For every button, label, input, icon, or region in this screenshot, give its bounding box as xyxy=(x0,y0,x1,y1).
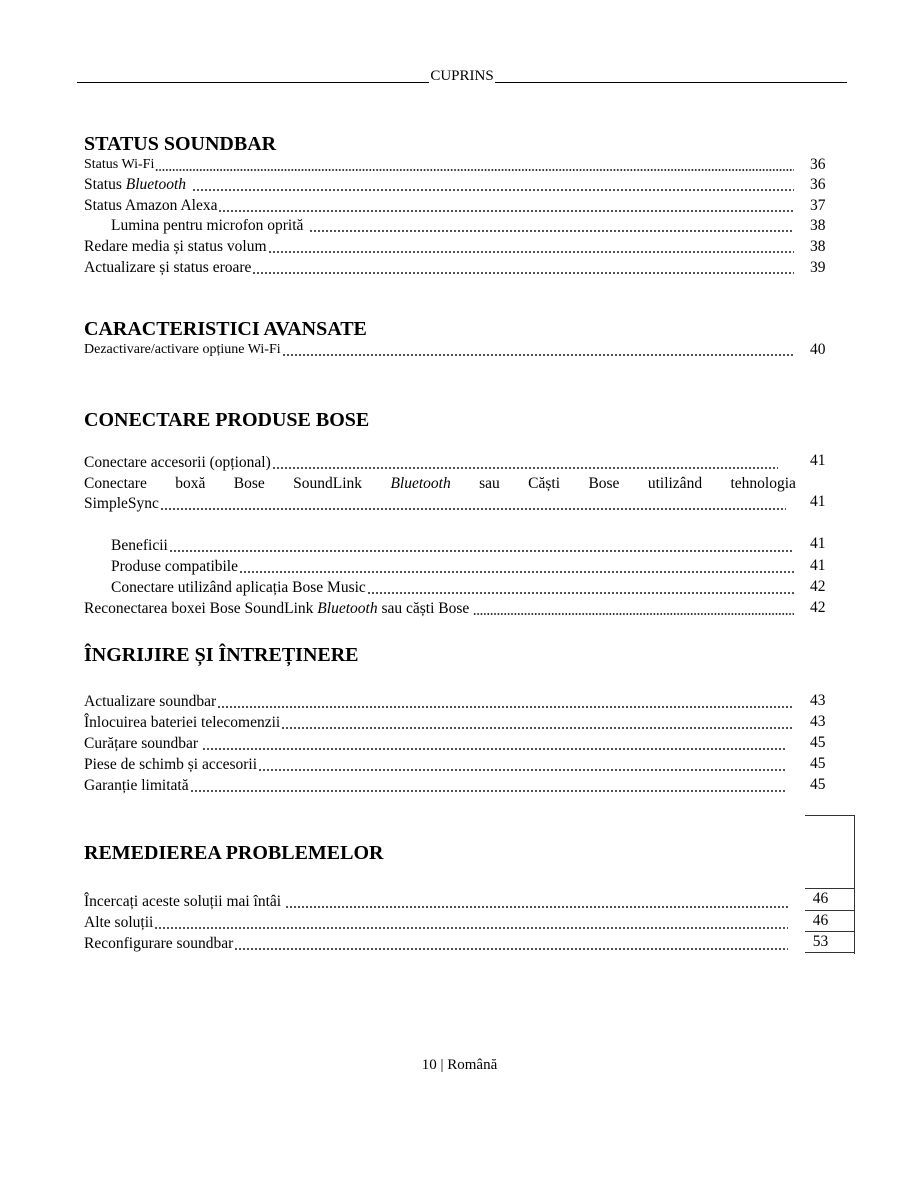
dot-leader xyxy=(169,550,794,552)
word: Bose xyxy=(233,475,265,492)
toc-entry[interactable] xyxy=(84,892,790,912)
section-title-status-soundbar: STATUS SOUNDBAR xyxy=(84,133,277,155)
section-title-conectare-produse-bose: CONECTARE PRODUSE BOSE xyxy=(84,409,370,431)
toc-page-number[interactable]: 43 xyxy=(810,713,826,730)
toc-entry[interactable] xyxy=(84,713,796,733)
toc-entry[interactable] xyxy=(111,216,796,236)
toc-entry[interactable] xyxy=(84,599,796,619)
dot-leader xyxy=(160,508,786,510)
toc-page-number[interactable]: 42 xyxy=(810,578,826,595)
toc-entry[interactable] xyxy=(84,913,790,933)
word: SoundLink xyxy=(293,475,363,492)
toc-page-number[interactable]: 37 xyxy=(810,197,826,214)
toc-page-number[interactable]: 36 xyxy=(810,156,826,173)
footer-page-number: 10 xyxy=(421,1057,437,1073)
toc-entry[interactable] xyxy=(111,578,796,598)
toc-entry[interactable] xyxy=(84,258,796,278)
toc-header xyxy=(77,66,847,84)
toc-entry-label: Lumina pentru microfon oprită xyxy=(111,217,304,234)
dot-leader xyxy=(192,189,794,191)
toc-page-number[interactable]: 53 xyxy=(805,931,854,951)
dot-leader xyxy=(217,706,794,708)
toc-entry[interactable] xyxy=(84,340,796,360)
toc-entry-label: Piese de schimb și accesorii xyxy=(84,756,258,773)
toc-entry-label: Actualizare soundbar xyxy=(84,693,217,710)
toc-entry-label: Status Bluetooth xyxy=(84,176,187,193)
dot-leader xyxy=(252,272,794,274)
toc-entry[interactable] xyxy=(84,934,790,954)
toc-entry[interactable] xyxy=(111,557,796,577)
dot-leader xyxy=(285,906,788,908)
word: boxă xyxy=(175,475,206,492)
toc-page-number[interactable]: 41 xyxy=(810,535,826,552)
toc-entry-label: Produse compatibile xyxy=(111,558,238,575)
toc-page-number[interactable]: 45 xyxy=(810,734,826,751)
dot-leader xyxy=(239,571,794,573)
dot-leader xyxy=(282,354,794,356)
toc-entry-label: Redare media și status volum xyxy=(84,238,267,255)
dot-leader xyxy=(272,467,778,469)
toc-entry[interactable] xyxy=(84,755,788,775)
header-rule-left xyxy=(77,82,429,83)
toc-entry-label: Reconectarea boxei Bose SoundLink Bluetooth sau căști Bose xyxy=(84,600,470,617)
toc-page-number[interactable]: 39 xyxy=(810,259,826,276)
dot-leader xyxy=(367,592,794,594)
footer-separator: | xyxy=(440,1057,444,1073)
toc-entry[interactable] xyxy=(84,237,796,257)
word: Bose xyxy=(588,475,620,492)
toc-entry[interactable] xyxy=(84,692,796,712)
toc-entry[interactable] xyxy=(84,175,796,195)
toc-entry-label: SimpleSync xyxy=(84,495,159,512)
dot-leader xyxy=(202,748,786,750)
toc-entry[interactable] xyxy=(84,734,788,754)
toc-entry[interactable] xyxy=(84,453,780,473)
toc-entry-label: Înlocuirea bateriei telecomenzii xyxy=(84,714,281,731)
toc-entry-label: Curățare soundbar xyxy=(84,735,199,752)
toc-entry-label: Dezactivare/activare opțiune Wi-Fi xyxy=(84,342,281,357)
toc-entry-label: Conectare accesorii (opțional) xyxy=(84,454,271,471)
dot-leader xyxy=(218,210,794,212)
box-bottom-rule xyxy=(805,952,855,953)
section-title-ingrijire-si-intretinere: ÎNGRIJIRE ȘI ÎNTREȚINERE xyxy=(84,644,359,666)
section-title-remedierea-problemelor: REMEDIEREA PROBLEMELOR xyxy=(84,842,384,864)
toc-entry[interactable] xyxy=(84,155,796,175)
header-rule-right xyxy=(495,82,847,83)
toc-entry-label: Reconfigurare soundbar xyxy=(84,935,234,952)
dot-leader xyxy=(258,769,786,771)
toc-page-number[interactable]: 42 xyxy=(810,599,826,616)
dot-leader xyxy=(281,727,794,729)
word: Conectare xyxy=(84,475,147,492)
toc-page-number[interactable]: 36 xyxy=(810,176,826,193)
toc-title: CUPRINS xyxy=(430,68,494,84)
toc-page-number[interactable]: 40 xyxy=(810,341,826,358)
toc-entry-label: Garanție limitată xyxy=(84,777,189,794)
toc-entry-label: Beneficii xyxy=(111,537,168,554)
toc-page-number[interactable]: 45 xyxy=(810,755,826,772)
toc-page-number[interactable]: 43 xyxy=(810,692,826,709)
word: Bluetooth xyxy=(390,475,451,492)
toc-page-number[interactable]: 46 xyxy=(805,888,854,908)
toc-page-number[interactable]: 46 xyxy=(805,910,854,930)
toc-entry-label: Încercați aceste soluții mai întâi xyxy=(84,893,282,910)
toc-page-number[interactable]: 41 xyxy=(810,557,826,574)
toc-page-number[interactable]: 38 xyxy=(810,238,826,255)
toc-entry-label: Status Wi-Fi xyxy=(84,157,155,172)
dot-leader xyxy=(309,230,794,232)
toc-entry-label: Alte soluții xyxy=(84,914,154,931)
word: utilizând xyxy=(647,475,703,492)
toc-page-number[interactable]: 41 xyxy=(810,493,826,510)
word: tehnologia xyxy=(730,475,796,492)
dot-leader xyxy=(190,790,786,792)
toc-entry-label: Status Amazon Alexa xyxy=(84,197,218,214)
toc-entry-label: Actualizare și status eroare xyxy=(84,259,252,276)
dot-leader xyxy=(234,948,788,950)
footer-language: Română xyxy=(447,1057,498,1073)
toc-entry[interactable] xyxy=(84,494,788,514)
toc-page-number[interactable]: 45 xyxy=(810,776,826,793)
toc-entry[interactable] xyxy=(84,776,788,796)
dot-leader xyxy=(154,927,788,929)
word: sau xyxy=(479,475,500,492)
toc-entry[interactable] xyxy=(111,536,796,556)
section-title-caracteristici-avansate: CARACTERISTICI AVANSATE xyxy=(84,318,367,340)
dot-leader xyxy=(155,169,794,171)
dot-leader xyxy=(268,251,794,253)
toc-page-number[interactable]: 38 xyxy=(810,217,826,234)
word: Căști xyxy=(528,475,561,492)
toc-entry[interactable] xyxy=(84,196,796,216)
dot-leader xyxy=(473,613,794,615)
toc-entry-multiline[interactable] xyxy=(84,474,796,494)
toc-page-number[interactable]: 41 xyxy=(810,452,826,469)
page-footer xyxy=(0,1057,919,1074)
toc-entry-label: Conectare utilizând aplicația Bose Music xyxy=(111,579,366,596)
